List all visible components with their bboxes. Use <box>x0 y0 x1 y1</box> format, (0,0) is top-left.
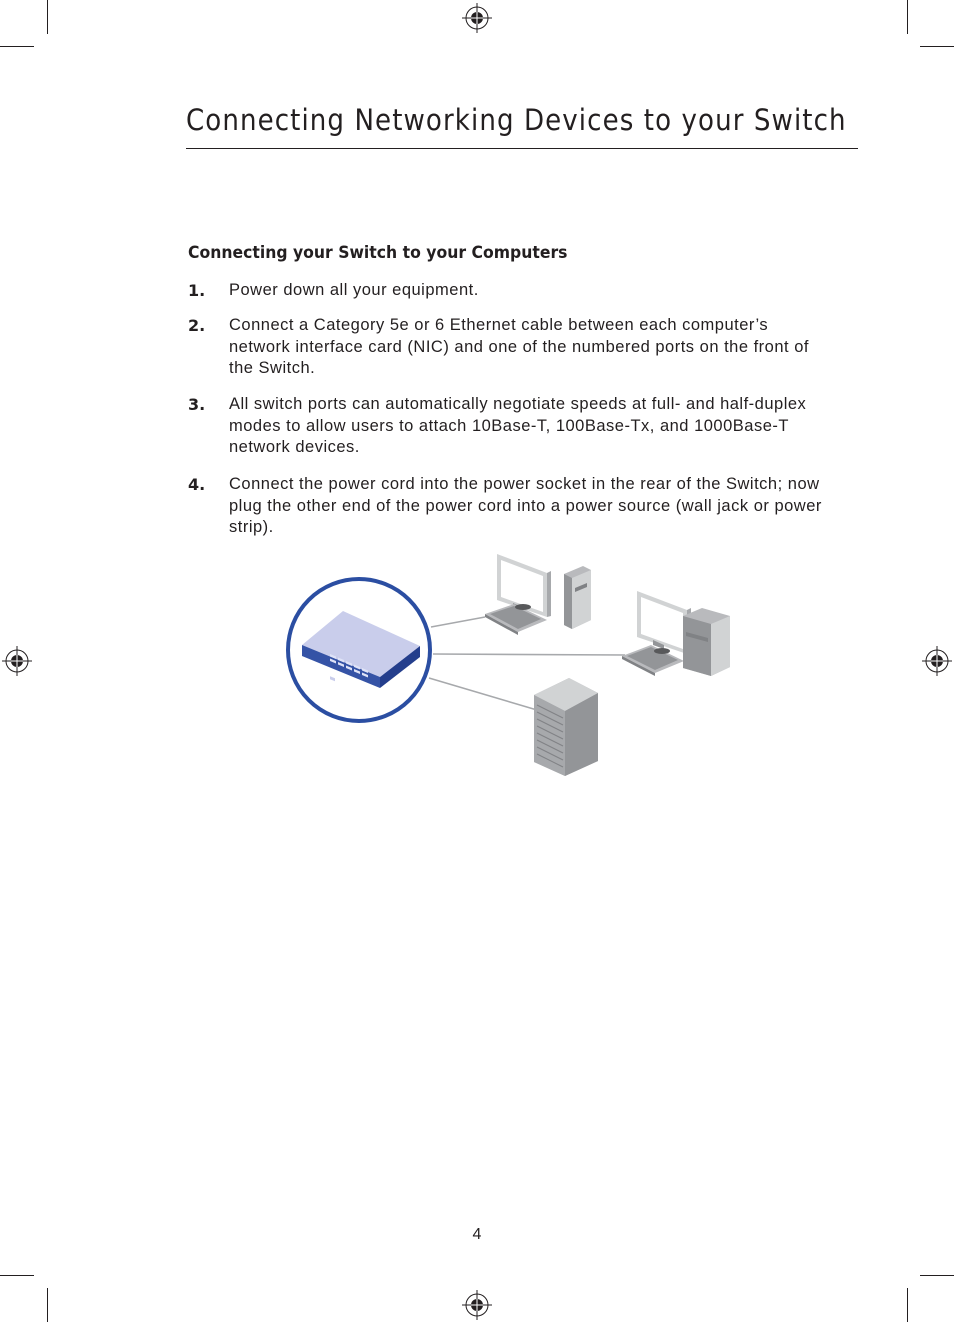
crop-mark <box>907 1288 908 1322</box>
network-diagram <box>280 550 750 785</box>
step-text: Power down all your equipment. <box>229 281 479 299</box>
registration-mark-icon <box>462 1290 492 1320</box>
step-number: 4. <box>188 475 206 494</box>
desktop-computer-icon <box>622 591 730 676</box>
step-number: 1. <box>188 281 206 300</box>
desktop-computer-icon <box>485 554 591 635</box>
page-number: 4 <box>472 1226 482 1243</box>
cable-line <box>431 617 485 627</box>
crop-mark <box>47 0 48 34</box>
registration-mark-icon <box>462 3 492 33</box>
switch-icon <box>288 579 430 721</box>
crop-mark <box>0 1275 34 1276</box>
crop-mark <box>907 0 908 34</box>
section-heading: Connecting your Switch to your Computers <box>188 243 568 263</box>
cable-line <box>429 678 537 710</box>
crop-mark <box>47 1288 48 1322</box>
page-title: Connecting Networking Devices to your Switch <box>186 103 847 137</box>
registration-mark-icon <box>2 646 32 676</box>
server-icon <box>534 678 598 776</box>
crop-mark <box>0 46 34 47</box>
crop-mark <box>920 46 954 47</box>
cable-line <box>433 654 625 655</box>
registration-mark-icon <box>922 646 952 676</box>
step-number: 3. <box>188 395 206 414</box>
crop-mark <box>920 1275 954 1276</box>
step-text: Connect a Category 5e or 6 Ethernet cable between each computer’s network interface card (NIC) and one of the numbered ports on the front of the Switch. <box>229 316 809 377</box>
step-number: 2. <box>188 316 206 335</box>
title-rule <box>186 148 858 149</box>
step-text: Connect the power cord into the power socket in the rear of the Switch; now plug the other end of the power cord into a power source (wall jack or power strip). <box>229 475 822 536</box>
step-text: All switch ports can automatically negotiate speeds at full- and half-duplex modes to allow users to attach 10Base-T, 100Base-Tx, and 1000Base-T network devices. <box>229 395 807 456</box>
